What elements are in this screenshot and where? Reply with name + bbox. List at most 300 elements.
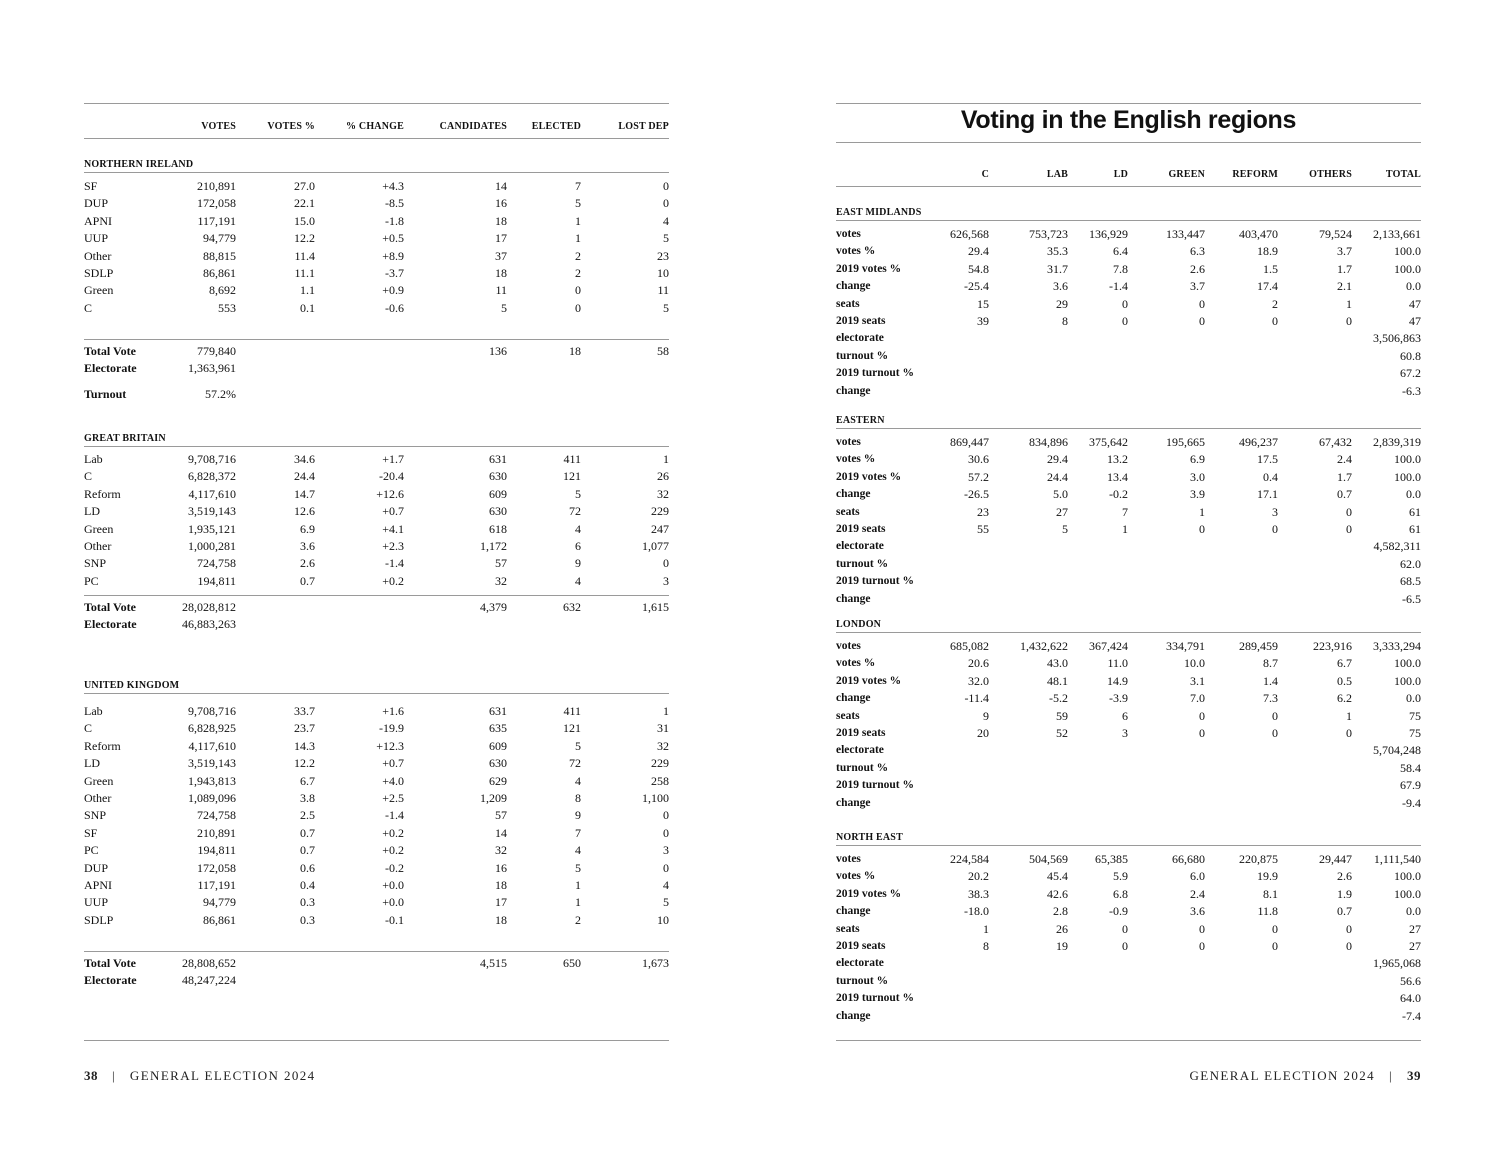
table-row (836, 538, 1421, 555)
table-cell: -11.4 (964, 691, 989, 706)
table-cell (989, 556, 1068, 573)
table-cell (1128, 365, 1205, 382)
table-cell: 57 (495, 808, 507, 823)
table-cell: 1.5 (1263, 261, 1278, 276)
col-header-lost-dep: LOST DEP (618, 121, 669, 132)
table-row (84, 521, 669, 538)
table-cell (1278, 795, 1352, 812)
table-cell: 0.7 (300, 843, 315, 858)
table-row (84, 503, 669, 520)
table-cell: 6.4 (1113, 244, 1128, 259)
table-cell: -19.9 (379, 721, 404, 736)
region-heading: EASTERN (836, 415, 1421, 429)
table-cell (989, 795, 1068, 812)
table-row (836, 451, 1421, 468)
table-cell: 29,447 (1319, 852, 1352, 866)
row-label: Green (84, 521, 114, 536)
table-cell (1205, 556, 1278, 573)
table-cell (1205, 795, 1278, 812)
table-cell: 2.6 (1337, 869, 1352, 884)
table-cell: 4 (575, 773, 581, 788)
table-cell (929, 742, 989, 759)
table-cell (989, 573, 1068, 590)
table-cell: 65,385 (1095, 852, 1128, 866)
table-cell: 27 (1409, 939, 1421, 954)
table-cell: 630 (489, 469, 507, 484)
table-row (84, 360, 669, 377)
table-cell: 20 (977, 726, 989, 741)
table-row (836, 760, 1421, 777)
table-row (84, 616, 669, 633)
table-cell: 34.6 (294, 452, 315, 466)
table-cell: -9.4 (1402, 795, 1421, 810)
table-cell: 3.7 (1337, 244, 1352, 259)
table-cell: 23 (977, 504, 989, 519)
region-table (836, 638, 1421, 812)
table-cell: 1 (575, 878, 581, 893)
table-cell: 4,117,610 (188, 738, 236, 753)
table-cell: 59 (1056, 708, 1068, 723)
table-cell: 1,943,813 (188, 773, 236, 788)
table-cell: 32 (495, 573, 507, 588)
table-cell: 42.6 (1047, 886, 1068, 901)
row-label: Reform (84, 486, 121, 501)
table-cell: 626,568 (950, 227, 989, 241)
table-cell: 94,779 (203, 231, 236, 246)
row-label: votes % (836, 870, 876, 883)
table-cell: 28,808,652 (182, 956, 236, 970)
table-cell: 14 (495, 179, 507, 193)
table-cell: 48.1 (1047, 673, 1068, 688)
table-cell: 2.8 (1053, 904, 1068, 919)
table-cell: 0 (663, 196, 669, 211)
table-cell: 26 (1056, 921, 1068, 936)
table-cell: 0 (663, 808, 669, 823)
table-cell: 2,839,319 (1373, 435, 1421, 449)
table-cell: 9,708,716 (188, 704, 236, 718)
table-cell: 2 (575, 912, 581, 927)
table-cell: 0 (1272, 921, 1278, 936)
col-header-candidates: CANDIDATES (439, 121, 507, 132)
col-header-votes-pct: VOTES % (267, 121, 315, 132)
table-cell: 17.4 (1257, 279, 1278, 294)
table-cell: 3.1 (1190, 673, 1205, 688)
region-table (836, 434, 1421, 608)
table-cell: 61 (1409, 504, 1421, 519)
table-cell: 869,447 (950, 435, 989, 449)
table-cell: +0.5 (382, 231, 404, 246)
row-label: votes % (836, 657, 876, 670)
row-label: PC (84, 843, 99, 858)
row-label: UUP (84, 895, 109, 910)
table-cell: 630 (489, 504, 507, 519)
table-cell (1068, 742, 1128, 759)
table-cell (1068, 777, 1128, 794)
table-row (84, 486, 669, 503)
table-cell: +2.3 (382, 539, 404, 554)
table-cell: 1,209 (480, 791, 507, 806)
table-cell: 195,665 (1166, 435, 1205, 449)
table-cell: -0.2 (385, 860, 404, 875)
table-cell: 35.3 (1047, 244, 1068, 259)
table-row (84, 248, 669, 265)
table-cell: 1,965,068 (1373, 956, 1421, 971)
col-header-votes: VOTES (201, 121, 236, 132)
table-cell: 15 (977, 296, 989, 311)
table-cell (1128, 955, 1205, 972)
row-label: votes (836, 853, 861, 865)
table-row (836, 330, 1421, 347)
column-headers (84, 118, 669, 135)
table-cell: 1 (983, 921, 989, 936)
table-row (84, 755, 669, 772)
table-cell: 57.2 (968, 469, 989, 484)
table-cell (236, 599, 315, 616)
table-row (84, 894, 669, 911)
row-label: 2019 turnout % (836, 992, 914, 1005)
table-cell: 43.0 (1047, 656, 1068, 671)
table-row (84, 343, 669, 360)
table-cell: 2 (575, 248, 581, 263)
table-cell: 553 (218, 300, 236, 315)
row-label: change (836, 280, 871, 293)
table-cell: 5 (1062, 522, 1068, 537)
table-cell: 30.6 (968, 452, 989, 467)
table-cell: 38.3 (968, 886, 989, 901)
row-label: votes (836, 228, 861, 240)
table-cell: +12.3 (376, 738, 404, 753)
table-cell: 24.4 (1047, 469, 1068, 484)
table-cell (1068, 365, 1128, 382)
table-cell (1068, 556, 1128, 573)
table-cell: +4.3 (382, 179, 404, 193)
row-label: 2019 seats (836, 523, 886, 536)
table-cell (236, 955, 315, 972)
table-cell: 133,447 (1166, 227, 1205, 241)
row-label: votes (836, 640, 861, 652)
table-row (84, 265, 669, 282)
table-cell: 32.0 (968, 673, 989, 688)
table-cell: 4 (575, 521, 581, 536)
table-cell: 100.0 (1394, 244, 1421, 259)
table-cell: 6,828,372 (188, 469, 236, 484)
table-row (836, 673, 1421, 690)
table-cell: 631 (489, 704, 507, 718)
table-cell: 32 (657, 486, 669, 501)
table-row (836, 261, 1421, 278)
table-cell (1068, 795, 1128, 812)
table-cell: +1.6 (382, 704, 404, 718)
table-cell: 1.7 (1337, 261, 1352, 276)
table-cell: -0.6 (385, 300, 404, 315)
table-cell (1128, 742, 1205, 759)
row-label: SF (84, 825, 98, 840)
table-cell: 0 (1199, 708, 1205, 723)
row-label: Total Vote (84, 956, 136, 970)
table-cell (1068, 348, 1128, 365)
table-cell: -3.7 (385, 266, 404, 281)
table-cell: 3.6 (300, 539, 315, 554)
table-row (836, 655, 1421, 672)
table-cell: 9 (983, 708, 989, 723)
table-cell: 0.0 (1406, 691, 1421, 706)
page-number: 39 (1407, 1068, 1421, 1083)
table-cell: 12.2 (294, 231, 315, 246)
table-cell: 4 (663, 878, 669, 893)
table-cell: 75 (1409, 708, 1421, 723)
row-label: 2019 seats (836, 940, 886, 953)
table-cell: 0 (1122, 296, 1128, 311)
table-cell: 18 (495, 912, 507, 927)
table-cell (1278, 365, 1352, 382)
table-cell: 3 (1122, 726, 1128, 741)
table-cell: 635 (489, 721, 507, 736)
row-label: turnout % (836, 349, 889, 362)
table-cell: 8.1 (1263, 886, 1278, 901)
table-cell: 630 (489, 756, 507, 771)
row-label: 2019 seats (836, 727, 886, 740)
table-cell (1128, 348, 1205, 365)
table-cell (1068, 538, 1128, 555)
row-label: APNI (84, 213, 113, 228)
table-cell (1128, 1008, 1205, 1025)
row-label: SF (84, 179, 98, 193)
table-cell: 4,515 (480, 956, 507, 970)
table-cell: 79,524 (1319, 227, 1352, 241)
table-cell: -0.2 (1109, 487, 1128, 502)
col-header-green: GREEN (1168, 169, 1205, 180)
table-cell (1205, 990, 1278, 1007)
table-cell: -7.4 (1402, 1008, 1421, 1023)
table-cell (1128, 795, 1205, 812)
region-heading: EAST MIDLANDS (836, 207, 1421, 221)
table-cell: 4,379 (480, 600, 507, 614)
col-header-label (84, 118, 144, 135)
table-row (836, 434, 1421, 451)
table-row (84, 300, 669, 317)
table-cell (236, 343, 315, 360)
row-label: 2019 turnout % (836, 779, 914, 792)
footer-right (1189, 1068, 1421, 1084)
table-cell: 39 (977, 314, 989, 329)
table-cell (989, 330, 1068, 347)
row-label: Green (84, 283, 114, 298)
table-row (84, 842, 669, 859)
table-cell: +0.7 (382, 756, 404, 771)
row-label: Other (84, 539, 112, 554)
table-cell (989, 955, 1068, 972)
table-cell: 3.6 (1053, 279, 1068, 294)
table-cell: 632 (563, 600, 581, 614)
region-table (836, 851, 1421, 1025)
table-cell (1205, 538, 1278, 555)
table-cell: 18 (495, 213, 507, 228)
table-cell: 28,028,812 (182, 600, 236, 614)
row-label: UUP (84, 231, 109, 246)
row-label: seats (836, 709, 860, 722)
table-cell: 100.0 (1394, 673, 1421, 688)
table-cell: 0 (575, 300, 581, 315)
table-cell: 7.0 (1190, 691, 1205, 706)
table-cell: 0 (1272, 726, 1278, 741)
table-cell: 1 (575, 231, 581, 246)
table-cell (989, 973, 1068, 990)
table-cell (1068, 573, 1128, 590)
table-cell: 9 (575, 556, 581, 571)
table-row (836, 851, 1421, 868)
row-label: Other (84, 248, 112, 263)
table-cell: +0.0 (382, 878, 404, 893)
row-label: votes % (836, 453, 876, 466)
table-cell: 31.7 (1047, 261, 1068, 276)
table-cell: 3,519,143 (188, 504, 236, 519)
table-row (84, 451, 669, 468)
row-label: turnout % (836, 557, 889, 570)
table-row (836, 921, 1421, 938)
table-cell: 11.1 (294, 266, 315, 281)
header-rule (836, 186, 1421, 187)
table-row (84, 555, 669, 572)
footer-title: GENERAL ELECTION 2024 (129, 1068, 316, 1083)
row-label: electorate (836, 540, 884, 553)
row-label: seats (836, 922, 860, 935)
table-cell (1278, 383, 1352, 400)
table-cell: 5,704,248 (1373, 743, 1421, 758)
table-cell: 1 (1199, 504, 1205, 519)
table-cell: 1,111,540 (1373, 852, 1421, 866)
table-cell (1278, 777, 1352, 794)
table-cell: 47 (1409, 296, 1421, 311)
row-label: C (84, 300, 93, 315)
table-cell: +0.7 (382, 504, 404, 519)
table-cell (929, 365, 989, 382)
table-cell: 61 (1409, 522, 1421, 537)
table-cell: 618 (489, 521, 507, 536)
table-cell: 2.1 (1337, 279, 1352, 294)
table-cell: 72 (569, 504, 581, 519)
table-cell (1205, 365, 1278, 382)
table-cell (1205, 777, 1278, 794)
table-cell (1068, 330, 1128, 347)
table-cell: 67,432 (1319, 435, 1352, 449)
row-label: turnout % (836, 974, 889, 987)
row-label: votes (836, 436, 861, 448)
table-cell: 7 (575, 825, 581, 840)
table-cell: 229 (651, 756, 669, 771)
table-cell: 18 (495, 266, 507, 281)
table-cell: 22.1 (294, 196, 315, 211)
row-label: Lab (84, 452, 103, 466)
table-cell: 172,058 (197, 860, 236, 875)
table-cell (989, 760, 1068, 777)
table-cell: 16 (495, 860, 507, 875)
table-cell (1278, 538, 1352, 555)
table-cell: 631 (489, 452, 507, 466)
table-cell: 8 (575, 791, 581, 806)
table-cell: 3 (663, 573, 669, 588)
table-cell: 31 (657, 721, 669, 736)
table-cell: 100.0 (1394, 261, 1421, 276)
table-cell: 15.0 (294, 213, 315, 228)
table-cell: 1 (575, 895, 581, 910)
table-cell: 100.0 (1394, 869, 1421, 884)
table-cell: 3 (663, 843, 669, 858)
table-cell (929, 795, 989, 812)
row-label: DUP (84, 860, 109, 875)
table-row (836, 243, 1421, 260)
table-cell: 0 (663, 179, 669, 193)
table-cell (1278, 573, 1352, 590)
table-cell: 117,191 (197, 878, 236, 893)
table-row (84, 877, 669, 894)
table-cell (1128, 538, 1205, 555)
table-cell: 1,000,281 (188, 539, 236, 554)
row-label: Lab (84, 704, 103, 718)
table-cell: 210,891 (197, 825, 236, 840)
table-cell: 2.4 (1337, 452, 1352, 467)
table-row (836, 973, 1421, 990)
table-cell: 17 (495, 895, 507, 910)
table-cell (929, 955, 989, 972)
row-label: 2019 turnout % (836, 367, 914, 380)
table-cell: -3.9 (1109, 691, 1128, 706)
table-cell: -1.4 (385, 808, 404, 823)
table-cell (1205, 330, 1278, 347)
table-cell: +8.9 (382, 248, 404, 263)
table-cell: 14.9 (1107, 673, 1128, 688)
row-label: 2019 votes % (836, 674, 902, 687)
table-cell: 0 (663, 825, 669, 840)
table-cell (315, 599, 404, 616)
row-label: Reform (84, 738, 121, 753)
table-cell: -20.4 (379, 469, 404, 484)
table-cell (929, 330, 989, 347)
col-header-c: C (981, 169, 989, 180)
table-cell: 2 (575, 266, 581, 281)
table-cell: 1.7 (1337, 469, 1352, 484)
table-cell: 121 (563, 721, 581, 736)
row-label: APNI (84, 878, 113, 893)
table-cell: 6.2 (1337, 691, 1352, 706)
col-header-ld: LD (1113, 169, 1128, 180)
table-cell: 8 (983, 939, 989, 954)
table-cell: 10 (657, 266, 669, 281)
table-row (836, 556, 1421, 573)
table-cell: +0.2 (382, 843, 404, 858)
table-cell: 779,840 (197, 344, 236, 358)
table-row (836, 226, 1421, 243)
table-cell: 5 (575, 196, 581, 211)
row-label: turnout % (836, 761, 889, 774)
table-cell: 32 (657, 738, 669, 753)
table-row (836, 521, 1421, 538)
row-label: change (836, 1009, 871, 1022)
table-cell: 0 (575, 283, 581, 298)
table-row (836, 573, 1421, 590)
table-cell (1128, 330, 1205, 347)
row-label: 2019 votes % (836, 470, 902, 483)
table-row (836, 591, 1421, 608)
table-cell: 0.6 (300, 860, 315, 875)
table-cell: 0.3 (300, 912, 315, 927)
uk-total-rule (84, 951, 669, 952)
table-cell: 29 (1056, 296, 1068, 311)
table-cell: 334,791 (1166, 639, 1205, 653)
table-cell: 3 (1272, 504, 1278, 519)
row-label: Electorate (84, 617, 137, 632)
row-label: 2019 votes % (836, 262, 902, 275)
table-row (84, 282, 669, 299)
